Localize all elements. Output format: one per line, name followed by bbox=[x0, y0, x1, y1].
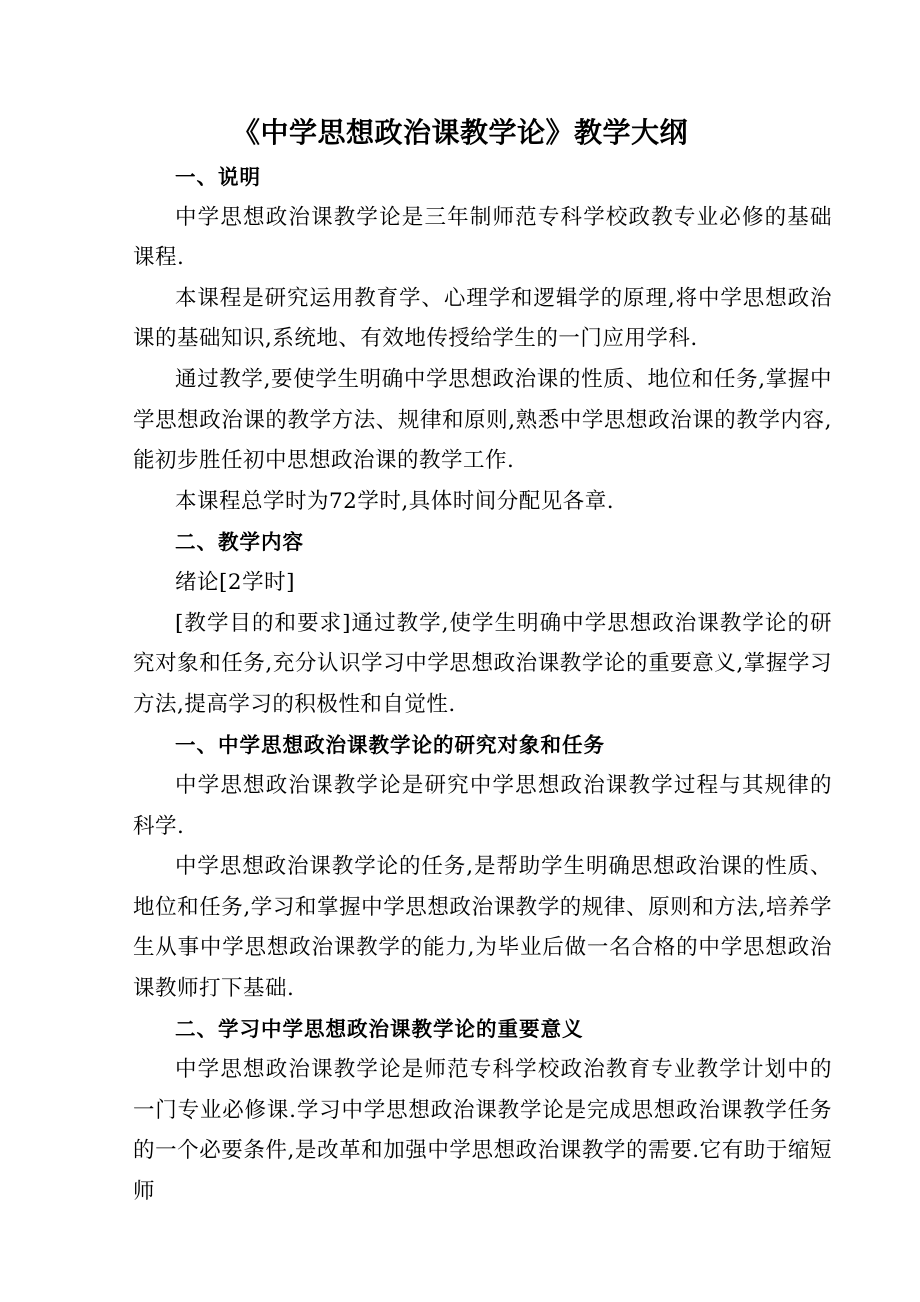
subsection-heading-object-and-tasks: 一、中学思想政治课教学论的研究对象和任务 bbox=[175, 733, 605, 758]
paragraph: 中学思想政治课教学论是研究中学思想政治课教学过程与其规律的科学. bbox=[133, 772, 832, 839]
paragraph: 本课程是研究运用教育学、心理学和逻辑学的原理,将中学思想政治课的基础知识,系统地、有效地传授给学生的一门应用学科. bbox=[133, 285, 832, 352]
document-body bbox=[133, 157, 832, 1212]
paragraph: 中学思想政治课教学论的任务,是帮助学生明确思想政治课的性质、地位和任务,学习和掌握中学思想政治课教学的规律、原则和方法,培养学生从事中学思想政治课教学的能力,为毕业后做一名合格的中学思想政治课教师打下基础. bbox=[133, 854, 832, 1001]
paragraph: 中学思想政治课教学论是三年制师范专科学校政教专业必修的基础课程. bbox=[133, 204, 832, 271]
paragraph: 本课程总学时为72学时,具体时间分配见各章. bbox=[175, 488, 615, 514]
paragraph: 中学思想政治课教学论是师范专科学校政治教育专业教学计划中的一门专业必修课.学习中学思想政治课教学论是完成思想政治课教学任务的一个必要条件,是改革和加强中学思想政治课教学的需要.它有助于缩短师 bbox=[133, 1057, 832, 1204]
section-heading-content: 二、教学内容 bbox=[175, 530, 304, 555]
paragraph: 通过教学,要使学生明确中学思想政治课的性质、地位和任务,掌握中学思想政治课的教学方法、规律和原则,熟悉中学思想政治课的教学内容,能初步胜任初中思想政治课的教学工作. bbox=[133, 366, 832, 474]
subsection-heading-significance: 二、学习中学思想政治课教学论的重要意义 bbox=[175, 1017, 584, 1042]
document-title: 《中学思想政治课教学论》教学大纲 bbox=[231, 116, 688, 149]
paragraph: [教学目的和要求]通过教学,使学生明确中学思想政治课教学论的研究对象和任务,充分认识学习中学思想政治课教学论的重要意义,掌握学习方法,提高学习的积极性和自觉性. bbox=[133, 610, 832, 717]
paragraph: 绪论[2学时] bbox=[175, 569, 295, 595]
section-heading-explanation: 一、说明 bbox=[175, 165, 261, 189]
